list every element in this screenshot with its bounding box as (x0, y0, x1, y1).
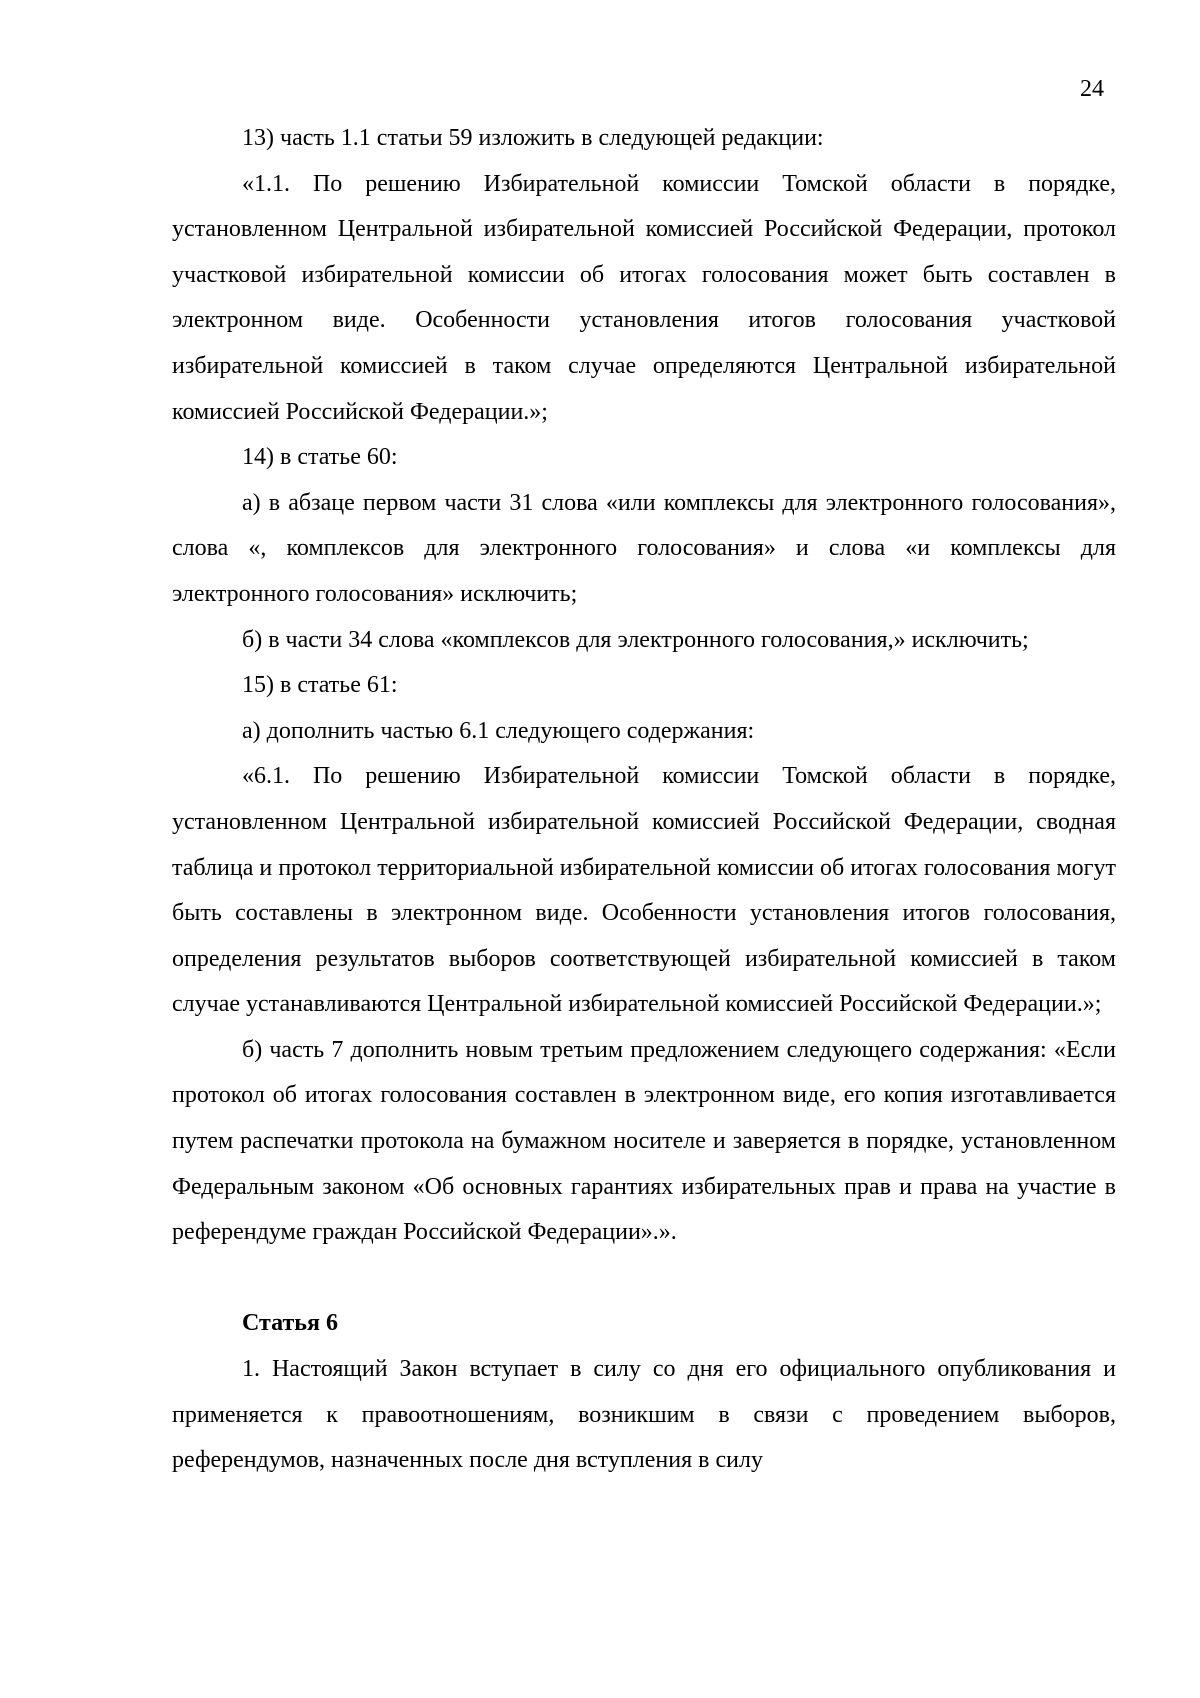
paragraph-quote-6-1: «6.1. По решению Избирательной комиссии Томской области в порядке, установленном Центральной избирательной комиссией Российской Федерации, сводная таблица и протокол территориальной избирательной комиссии об итогах голосования могут быть составлены в электронном виде. Особенности установления итогов голосования, определения результатов выборов соответствующей избирательной комиссией в таком случае устанавливаются Центральной избирательной комиссией Российской Федерации.»; (172, 763, 1116, 1018)
paragraph-item-14a: а) в абзаце первом части 31 слова «или комплексы для электронного голосования», слова «, комплексов для электронного голосования» и слова «и комплексы для электронного голосования» исключить; (172, 489, 1116, 607)
article-paragraph-1: 1. Настоящий Закон вступает в силу со дня его официального опубликования и применяется к правоотношениям, возникшим в связи с проведением выборов, референдумов, назначенных после дня вступления в силу (172, 1356, 1116, 1474)
paragraph-item-14b: б) в части 34 слова «комплексов для электронного голосования,» исключить; (242, 626, 1029, 653)
paragraph-quote-1-1: «1.1. По решению Избирательной комиссии Томской области в порядке, установленном Центральной избирательной комиссией Российской Федерации, протокол участковой избирательной комиссии об итогах голосования может быть составлен в электронном виде. Особенности установления итогов голосования участковой избирательной комиссией в таком случае определяются Центральной избирательной комиссией Российской Федерации.»; (172, 170, 1116, 425)
paragraph-item-14: 14) в статье 60: (242, 444, 398, 471)
paragraph-item-15a: а) дополнить частью 6.1 следующего содержания: (242, 717, 755, 744)
paragraph-item-13: 13) часть 1.1 статьи 59 изложить в следующей редакции: (242, 125, 824, 151)
paragraph-item-15b: б) часть 7 дополнить новым третьим предложением следующего содержания: «Если протокол об итогах голосования составлен в электронном виде, его копия изготавливается путем распечатки протокола на бумажном носителе и заверяется в порядке, установленном Федеральным законом «Об основных гарантиях избирательных прав и права на участие в референдуме граждан Российской Федерации».». (172, 1036, 1116, 1246)
paragraph-item-15: 15) в статье 61: (242, 672, 398, 699)
page-number: 24 (1080, 76, 1104, 102)
section-spacer (172, 1256, 1116, 1302)
article-heading: Статья 6 (242, 1310, 338, 1337)
document-body (172, 116, 1116, 1484)
